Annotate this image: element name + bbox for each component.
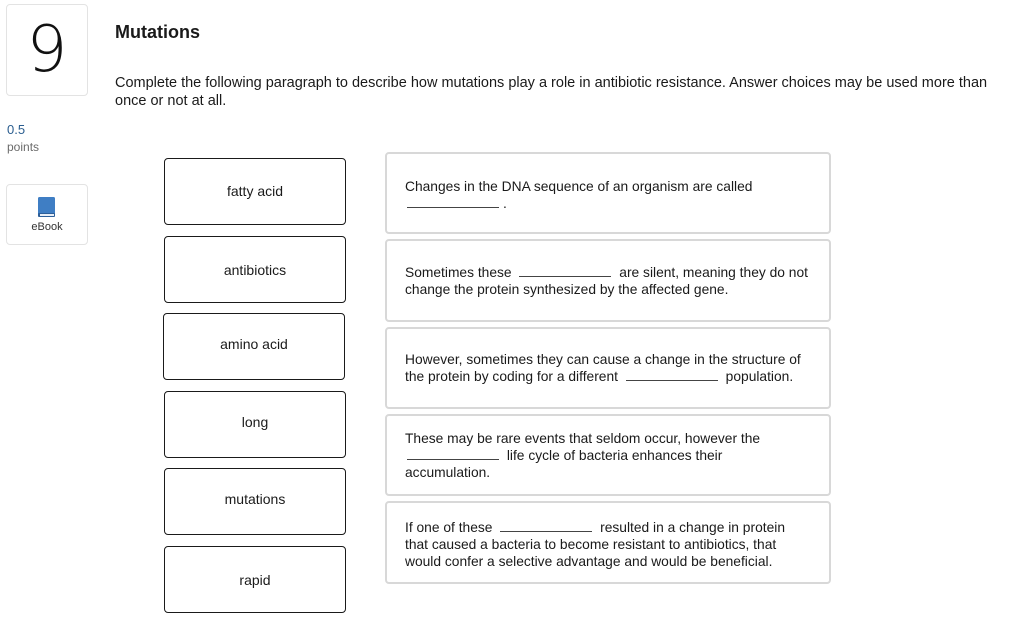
question-number: 9: [6, 4, 88, 96]
choice-long[interactable]: long: [164, 391, 346, 458]
blank-2[interactable]: [519, 265, 611, 277]
sentence-2: [385, 239, 831, 322]
choice-mutations[interactable]: mutations: [164, 468, 346, 535]
sentence-4-text-a: These may be rare events that seldom occur, however the: [405, 430, 761, 446]
ebook-button[interactable]: [6, 184, 88, 245]
sentence-5: [385, 501, 831, 584]
sentence-2-text-a: Sometimes these: [405, 264, 512, 280]
sentence-1: [385, 152, 831, 234]
points-value: 0.5: [7, 122, 26, 137]
choice-amino-acid[interactable]: amino acid: [163, 313, 345, 380]
sentence-3-text-a: However, sometimes they can cause a change in the structure of the protein by coding for a different: [405, 352, 801, 384]
ebook-label: eBook: [31, 221, 63, 233]
question-title: Mutations: [115, 22, 200, 42]
question-instructions: Complete the following paragraph to describe how mutations play a role in antibiotic resistance. Answer choices may be used more than once or not at all.: [115, 75, 988, 109]
blank-5[interactable]: [500, 520, 592, 532]
blank-1[interactable]: [407, 196, 499, 208]
sentence-1-text-a: Changes in the DNA sequence of an organism are called: [405, 179, 753, 194]
choice-antibiotics[interactable]: antibiotics: [164, 236, 346, 303]
points-label: points: [7, 140, 40, 154]
sentence-4: [385, 414, 831, 496]
book-icon: [37, 196, 57, 218]
choice-rapid[interactable]: rapid: [164, 546, 346, 613]
sentence-3-text-b: population.: [725, 369, 794, 384]
sentence-2-text-b: are silent, meaning they do not change the protein synthesized by the affected gene.: [405, 264, 808, 297]
blank-3[interactable]: [626, 369, 718, 381]
blank-4[interactable]: [407, 448, 499, 460]
sentence-5-text-a: If one of these: [405, 520, 493, 535]
sentence-3: [385, 327, 831, 409]
choice-fatty-acid[interactable]: fatty acid: [164, 158, 346, 225]
sentence-5-text-b: resulted in a change in protein that caused a bacteria to become resistant to antibiotics, that would confer a selective advantage and would be beneficial.: [405, 520, 785, 569]
sentence-1-text-b: .: [503, 196, 507, 211]
sentence-4-text-b: life cycle of bacteria enhances their accumulation.: [405, 447, 723, 480]
